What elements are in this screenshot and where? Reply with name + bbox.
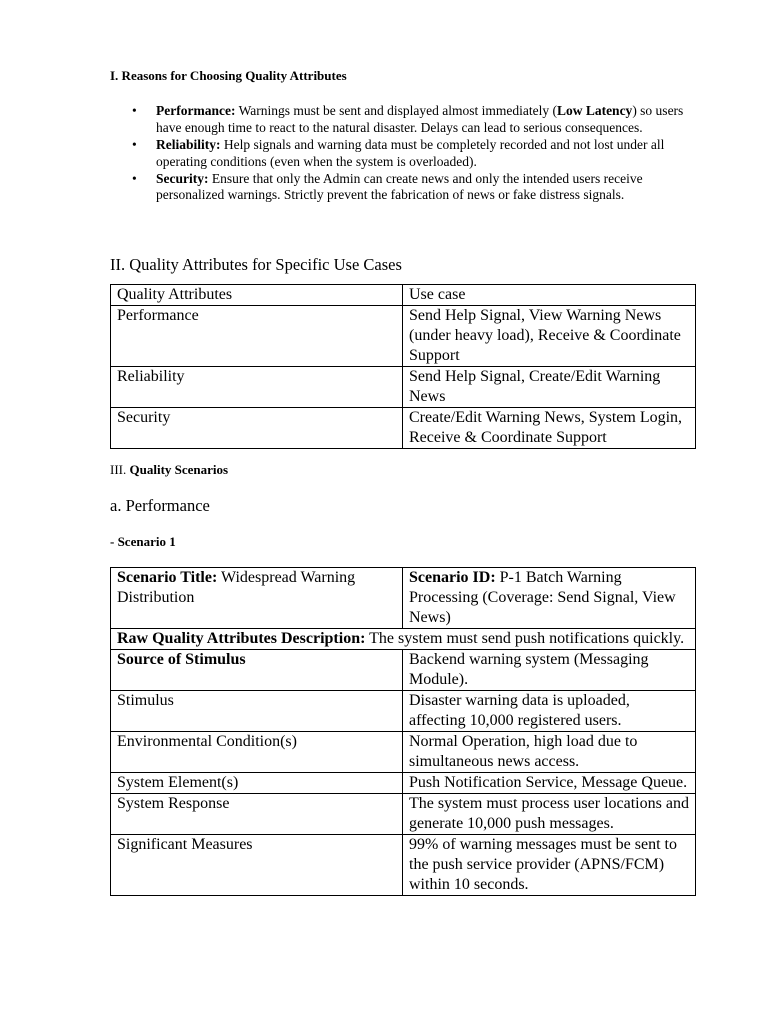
scenario-raw-cell — [111, 629, 696, 650]
bullet-icon: • — [132, 103, 137, 118]
scenario-raw-row — [111, 629, 696, 650]
performance-label: Performance: — [156, 103, 236, 118]
section-3-title: Quality Scenarios — [129, 462, 229, 477]
table-row — [111, 732, 696, 773]
table-row — [111, 835, 696, 896]
bullet-icon: • — [132, 136, 137, 152]
table-cell: The system must process user locations and generate 10,000 push messages. — [403, 794, 696, 835]
table-cell — [111, 650, 403, 691]
scenario-id-cell — [403, 568, 696, 629]
table-row — [111, 650, 696, 691]
table-row — [111, 367, 696, 408]
use-case-table — [110, 284, 696, 449]
table-row — [111, 691, 696, 732]
table-cell: Disaster warning data is uploaded, affecting 10,000 registered users. — [403, 691, 696, 732]
table-row — [111, 306, 696, 367]
list-item-reliability — [110, 137, 702, 170]
scenario-title-label: Scenario Title: — [117, 569, 218, 586]
section-1-heading: I. Reasons for Choosing Quality Attributes — [110, 68, 347, 83]
performance-text-b: ) so users have enough time to react to the natural disaster. Delays can lead to serious consequences. — [156, 103, 684, 135]
table-cell: System Element(s) — [111, 773, 403, 794]
reliability-text: Help signals and warning data must be completely recorded and not lost under all operating conditions (even when the system is overloaded). — [156, 136, 665, 169]
performance-text-a: Warnings must be sent and displayed almost immediately ( — [235, 103, 557, 118]
scenario-label: - Scenario 1 — [110, 534, 176, 549]
scenario-raw-value: The system must send push notifications quickly. — [365, 630, 685, 647]
table-cell: Normal Operation, high load due to simultaneous news access. — [403, 732, 696, 773]
list-item-performance — [110, 103, 702, 136]
reliability-label: Reliability: — [156, 136, 221, 152]
scenario-table — [110, 567, 696, 896]
table-cell: Environmental Condition(s) — [111, 732, 403, 773]
table-cell: Send Help Signal, View Warning News (under heavy load), Receive & Coordinate Support — [403, 306, 696, 367]
scenario-title-row — [111, 568, 696, 629]
table-row — [111, 773, 696, 794]
table-row — [111, 408, 696, 449]
scenario-title-cell — [111, 568, 403, 629]
table-cell: Security — [111, 408, 403, 449]
table-header-cell: Use case — [403, 285, 696, 306]
scenario-title-value: Widespread Warning Distribution — [117, 569, 356, 606]
scenario-id-label: Scenario ID: — [409, 569, 496, 586]
performance-strong: Low Latency — [556, 103, 633, 118]
table-cell: Push Notification Service, Message Queue. — [403, 773, 696, 794]
scenario-raw-label: Raw Quality Attributes Description: — [117, 630, 366, 647]
subsection-a-heading: a. Performance — [110, 496, 210, 515]
table-header-cell: Quality Attributes — [111, 285, 403, 306]
table-cell: Stimulus — [111, 691, 403, 732]
table-row — [111, 794, 696, 835]
table-cell: Create/Edit Warning News, System Login, Receive & Coordinate Support — [403, 408, 696, 449]
reasons-list — [110, 103, 702, 204]
list-item-security — [110, 171, 702, 204]
table-cell: Performance — [111, 306, 403, 367]
section-3-heading — [110, 462, 228, 478]
table-cell: Send Help Signal, Create/Edit Warning News — [403, 367, 696, 408]
table-cell: Reliability — [111, 367, 403, 408]
table-cell: 99% of warning messages must be sent to the push service provider (APNS/FCM) within 10 seconds. — [403, 835, 696, 896]
table-cell: System Response — [111, 794, 403, 835]
table-header-row — [111, 285, 696, 306]
table-cell: Significant Measures — [111, 835, 403, 896]
security-text: Ensure that only the Admin can create news and only the intended users receive personalized warnings. Strictly prevent the fabrication of news or fake distress signals. — [156, 170, 643, 203]
scenario-row-label: Source of Stimulus — [117, 651, 246, 668]
section-3-prefix: III. — [110, 462, 130, 477]
section-2-heading: II. Quality Attributes for Specific Use Cases — [110, 255, 402, 274]
security-label: Security: — [156, 170, 209, 186]
scenario-id-value: P-1 Batch Warning Processing (Coverage: Send Signal, View News) — [409, 569, 676, 626]
bullet-icon: • — [132, 170, 137, 186]
table-cell: Backend warning system (Messaging Module). — [403, 650, 696, 691]
